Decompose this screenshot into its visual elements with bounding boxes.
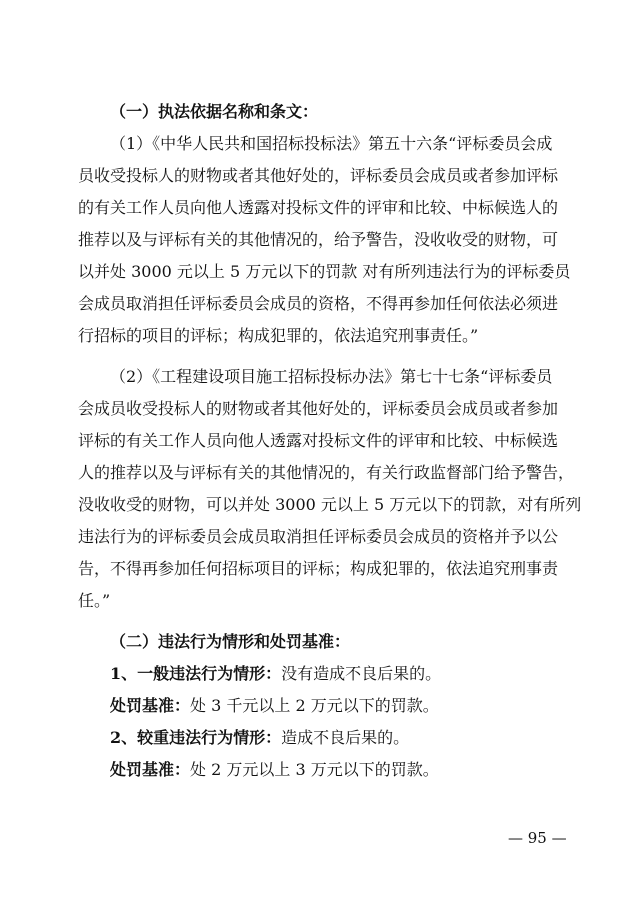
paragraph2-line: 告，不得再参加任何招标项目的评标；构成犯罪的，依法追究刑事责 (78, 559, 559, 578)
paragraph1-line: 会成员取消担任评标委员会成员的资格，不得再参加任何依法必须进 (78, 294, 559, 313)
paragraph1-line: 以并处 3000 元以上 5 万元以下的罚款 对有所列违法行为的评标委员 (78, 262, 571, 281)
paragraph1-line: 的有关工作人员向他人透露对投标文件的评审和比较、中标候选人的 (78, 198, 559, 217)
penalty-item-2-label: 处罚基准： (110, 760, 191, 779)
paragraph1-line: 行招标的项目的评标；构成犯罪的，依法追究刑事责任。” (78, 326, 479, 345)
paragraph1-line: （1）《中华人民共和国招标投标法》第五十六条“评标委员会成 (110, 134, 553, 153)
paragraph1-line: 推荐以及与评标有关的其他情况的，给予警告，没收收受的财物，可 (78, 230, 559, 249)
section1-heading: （一）执法依据名称和条文： (110, 102, 319, 121)
paragraph2-line: 人的推荐以及与评标有关的其他情况的，有关行政监督部门给予警告， (78, 463, 575, 482)
violation-item-2 (110, 728, 409, 748)
violation-item-1-label: 1、一般违法行为情形： (110, 664, 282, 683)
violation-item-2-label: 2、较重违法行为情形： (110, 728, 282, 747)
paragraph2-line: 评标的有关工作人员向他人透露对投标文件的评审和比较、中标候选 (78, 431, 559, 450)
paragraph2-line: 没收收受的财物，可以并处 3000 元以上 5 万元以下的罚款，对有所列 (78, 495, 582, 514)
paragraph2-line: 违法行为的评标委员会成员取消担任评标委员会成员的资格并予以公 (78, 527, 559, 546)
penalty-item-1 (110, 696, 439, 716)
penalty-item-2 (110, 760, 439, 780)
violation-item-1-text: 没有造成不良后果的。 (281, 664, 442, 683)
paragraph2-line: 任。” (78, 591, 111, 610)
violation-item-2-text: 造成不良后果的。 (281, 728, 410, 747)
penalty-item-1-text: 处 3 千元以上 2 万元以下的罚款。 (190, 696, 439, 715)
section2-heading: （二）违法行为情形和处罚基准： (110, 632, 351, 651)
penalty-item-1-label: 处罚基准： (110, 696, 191, 715)
paragraph1-line: 员收受投标人的财物或者其他好处的，评标委员会成员或者参加评标 (78, 166, 559, 185)
violation-item-1 (110, 664, 441, 684)
page-number: — 95 — (508, 829, 567, 847)
paragraph2-line: 会成员收受投标人的财物或者其他好处的，评标委员会成员或者参加 (78, 399, 559, 418)
paragraph2-line: （2）《工程建设项目施工招标投标办法》第七十七条“评标委员 (110, 367, 553, 386)
penalty-item-2-text: 处 2 万元以上 3 万元以下的罚款。 (190, 760, 439, 779)
